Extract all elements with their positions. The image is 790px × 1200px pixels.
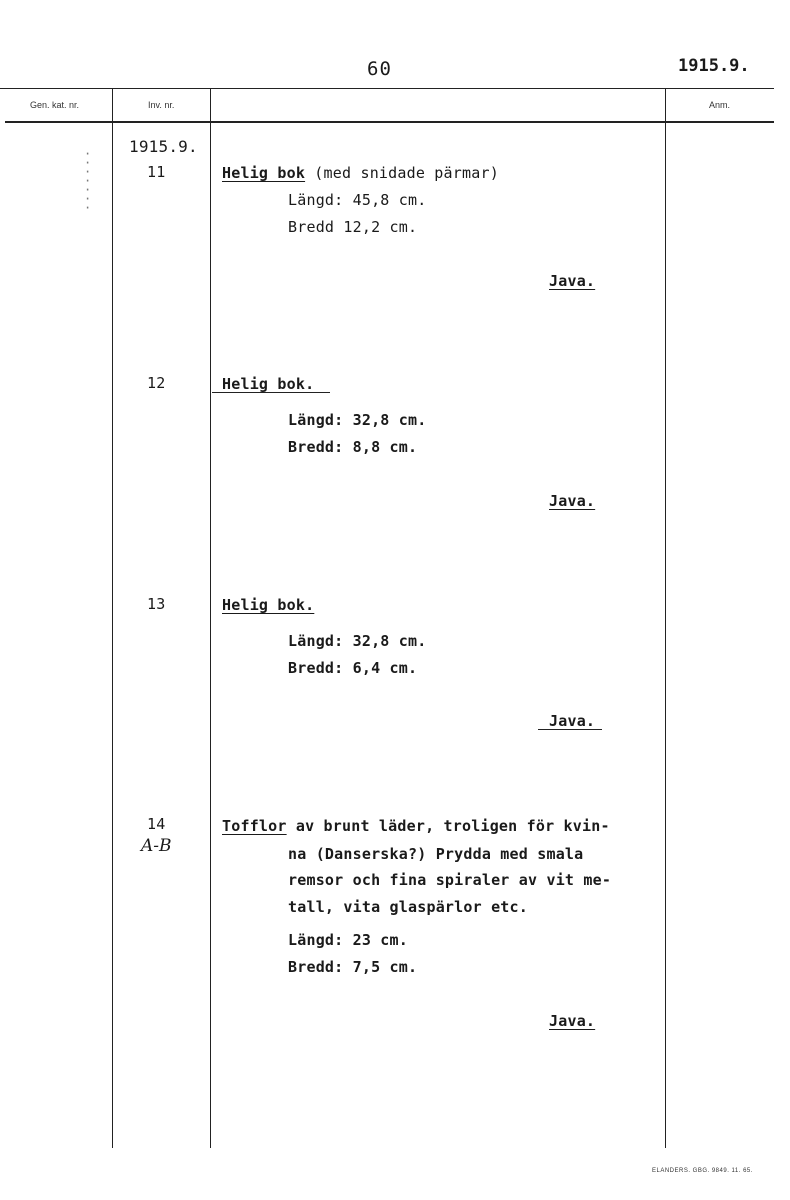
entry-11-width: Bredd 12,2 cm. (288, 218, 418, 236)
entry-13-length: Längd: 32,8 cm. (288, 632, 427, 650)
column-header-gen-kat-nr: Gen. kat. nr. (30, 100, 80, 110)
entry-12-origin: Java. (549, 492, 596, 510)
entry-14-desc-line-3: tall, vita glaspärlor etc. (288, 898, 528, 916)
entry-11-length: Längd: 45,8 cm. (288, 191, 427, 209)
column-divider-3 (665, 88, 666, 1148)
entry-13-origin-rule (538, 729, 602, 730)
column-divider-2 (210, 88, 211, 1148)
entry-14-title: Tofflor (222, 817, 287, 835)
top-reference-number: 1915.9. (678, 56, 750, 76)
entry-13-origin: Java. (549, 712, 596, 730)
entry-11-title: Helig bok (222, 164, 306, 182)
entry-14-title-suffix: av brunt läder, troligen för kvin- (286, 817, 610, 835)
entry-14-width: Bredd: 7,5 cm. (288, 958, 418, 976)
entry-14-length: Längd: 23 cm. (288, 931, 408, 949)
inv-number-14: 14 (147, 815, 166, 833)
column-header-inv-nr: Inv. nr. (148, 100, 175, 110)
entry-11-title-line (222, 164, 499, 182)
header-bottom-rule (5, 121, 774, 123)
page-number: 60 (367, 58, 392, 80)
entry-12-title: Helig bok. (222, 375, 315, 393)
entry-11-origin: Java. (549, 272, 596, 290)
entry-12-length: Längd: 32,8 cm. (288, 411, 427, 429)
entry-14-desc-line-2: remsor och fina spiraler av vit me- (288, 871, 612, 889)
entry-14-title-line (222, 817, 610, 835)
entry-12-width: Bredd: 8,8 cm. (288, 438, 418, 456)
entry-14-origin: Java. (549, 1012, 596, 1030)
inv-number-13: 13 (147, 595, 166, 613)
scan-speckles: · · · · · · · (84, 147, 96, 215)
column-header-anm: Anm. (709, 100, 731, 110)
header-top-rule (0, 88, 774, 89)
entry-14-desc-line-1: na (Danserska?) Prydda med smala (288, 845, 584, 863)
collection-reference: 1915.9. (129, 137, 198, 156)
inv-number-11: 11 (147, 163, 166, 181)
column-divider-1 (112, 88, 113, 1148)
inv-number-12: 12 (147, 374, 166, 392)
entry-13-title: Helig bok. (222, 596, 315, 614)
entry-14-handwritten-part-note: A-B (141, 836, 172, 856)
printer-footer: ELANDERS. GBG. 9849. 11. 65. (652, 1168, 753, 1174)
entry-13-width: Bredd: 6,4 cm. (288, 659, 418, 677)
entry-11-title-suffix: (med snidade pärmar) (305, 164, 499, 182)
